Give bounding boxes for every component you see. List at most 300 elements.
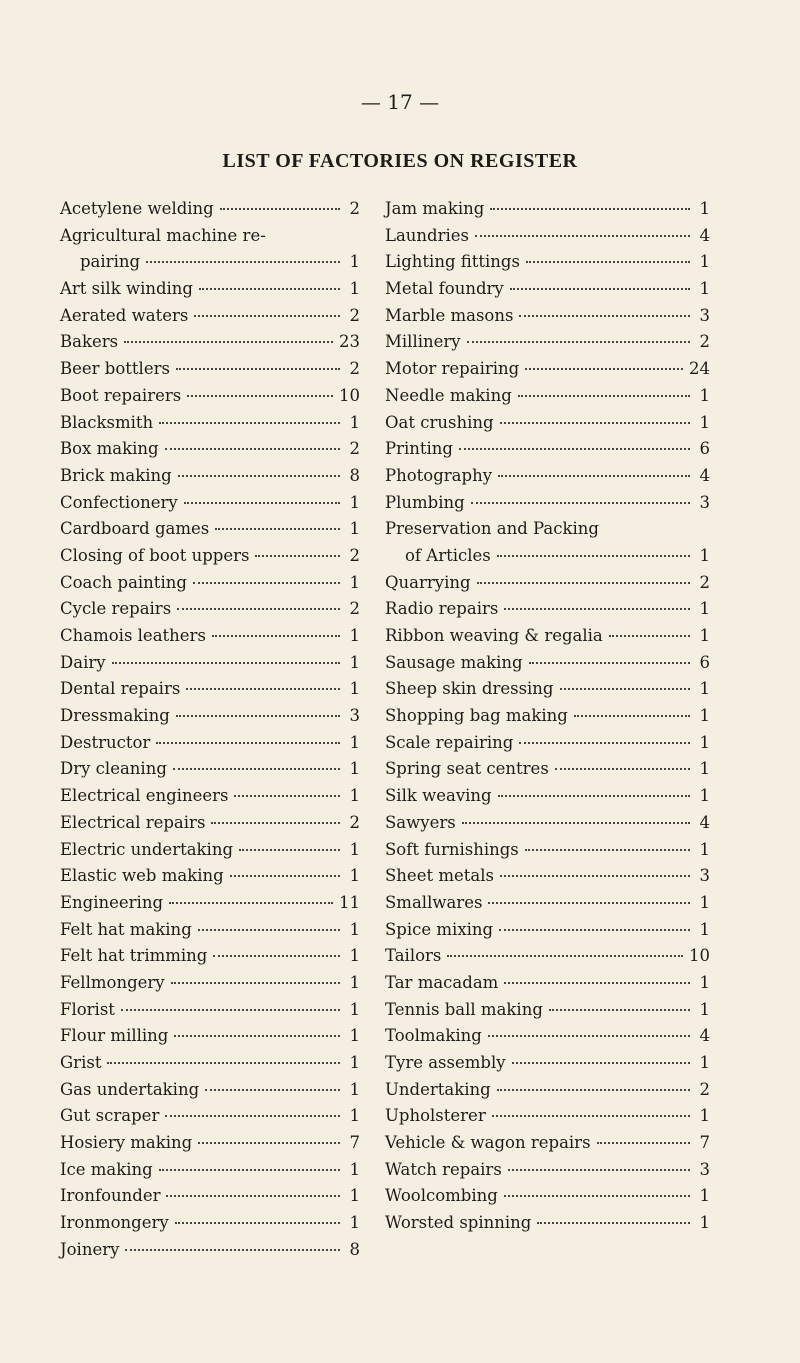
factory-list-item	[60, 730, 360, 757]
factory-type: Hosiery making	[60, 1133, 193, 1153]
dot-leader	[112, 662, 340, 664]
factory-count: 2	[349, 305, 360, 325]
factory-list-item	[60, 650, 360, 677]
dot-leader	[213, 955, 340, 957]
factory-list-item	[60, 1103, 360, 1130]
dot-leader	[165, 448, 340, 450]
factory-type: Destructor	[60, 732, 151, 752]
factory-list-item	[385, 516, 710, 543]
factory-type: Acetylene welding	[60, 199, 214, 218]
factory-type: Dressmaking	[60, 706, 170, 726]
factory-count: 2	[699, 1079, 710, 1099]
dot-leader	[156, 742, 340, 744]
factory-count: 1	[349, 1106, 360, 1126]
factory-type: Vehicle & wagon repairs	[385, 1133, 591, 1153]
dot-leader	[504, 1195, 690, 1197]
factory-list-item	[60, 917, 360, 944]
dot-leader	[187, 395, 333, 397]
factory-type: Ribbon weaving & regalia	[385, 626, 603, 645]
factory-count: 1	[699, 892, 710, 912]
dot-leader	[488, 902, 690, 904]
factory-type: Flour milling	[60, 1026, 169, 1046]
dot-leader	[597, 1142, 690, 1144]
factory-type: Cycle repairs	[60, 599, 172, 619]
dot-leader	[166, 1195, 340, 1197]
factory-list-item	[60, 516, 360, 543]
factory-type: Electrical engineers	[60, 786, 229, 806]
factory-list-item	[385, 223, 710, 250]
factory-type: Preservation and Packing	[385, 519, 599, 539]
factory-list-item	[60, 810, 360, 837]
factory-list-item	[385, 623, 710, 650]
dot-leader	[174, 1035, 340, 1037]
dot-leader	[560, 688, 691, 690]
factory-count: 2	[349, 812, 360, 832]
factory-count: 2	[349, 199, 360, 218]
factory-count: 2	[699, 332, 710, 352]
factory-type: Bakers	[60, 332, 119, 352]
factory-type: Tennis ball making	[385, 999, 543, 1019]
factory-type: Confectionery	[60, 492, 178, 512]
dot-leader	[107, 1062, 340, 1064]
dot-leader	[499, 929, 690, 931]
factory-list-item	[60, 1023, 360, 1050]
factory-list-item	[60, 1210, 360, 1237]
dot-leader	[171, 982, 340, 984]
factory-list-item	[385, 570, 710, 597]
factory-list-item	[60, 837, 360, 864]
factory-type: Oat crushing	[385, 412, 494, 432]
dot-leader	[504, 608, 690, 610]
factory-type: Woolcombing	[385, 1186, 498, 1206]
dot-leader	[475, 235, 690, 237]
factory-list-item	[385, 1103, 710, 1130]
factory-count: 6	[699, 439, 710, 459]
factory-list-item	[60, 329, 360, 356]
dot-leader	[199, 288, 340, 290]
dot-leader	[173, 768, 340, 770]
factory-type: Dairy	[60, 652, 106, 672]
factory-list-item	[60, 623, 360, 650]
factory-type: Chamois leathers	[60, 626, 206, 645]
dot-leader	[159, 1169, 340, 1171]
factory-list-item	[385, 463, 710, 490]
factory-list-item	[385, 329, 710, 356]
factory-list-item	[385, 249, 710, 276]
factory-count: 7	[349, 1133, 360, 1153]
dot-leader	[498, 795, 690, 797]
factory-count: 4	[699, 812, 710, 832]
dot-leader	[169, 902, 333, 904]
factory-list-left-column	[60, 196, 360, 1264]
factory-type: Coach painting	[60, 572, 187, 592]
factory-type: Grist	[60, 1053, 102, 1072]
factory-list-item	[60, 303, 360, 330]
factory-type: Beer bottlers	[60, 359, 170, 379]
factory-list-item	[60, 970, 360, 997]
factory-count: 1	[349, 1026, 360, 1046]
factory-list-item	[60, 570, 360, 597]
dot-leader	[549, 1009, 690, 1011]
factory-type: Elastic web making	[60, 866, 224, 886]
factory-list-item	[385, 1183, 710, 1210]
factory-type: Joinery	[60, 1239, 120, 1259]
dot-leader	[555, 768, 690, 770]
factory-type: Boot repairers	[60, 385, 182, 405]
factory-type: Needle making	[385, 385, 512, 405]
factory-type: Millinery	[385, 332, 461, 352]
dot-leader	[177, 608, 340, 610]
factory-count: 1	[699, 786, 710, 806]
dot-leader	[500, 875, 690, 877]
factory-type: Watch repairs	[385, 1159, 502, 1179]
factory-list-item	[60, 863, 360, 890]
dot-leader	[498, 475, 690, 477]
factory-count: 2	[349, 439, 360, 459]
factory-count: 1	[699, 679, 710, 699]
factory-list-item	[385, 436, 710, 463]
factory-type: Laundries	[385, 225, 470, 245]
factory-count: 10	[689, 946, 710, 966]
factory-type: Upholsterer	[385, 1106, 486, 1126]
dot-leader	[497, 555, 690, 557]
factory-type: Sheet metals	[385, 866, 494, 886]
dot-leader	[525, 368, 683, 370]
factory-type: Radio repairs	[385, 599, 499, 619]
factory-list-item	[60, 596, 360, 623]
factory-count: 1	[349, 732, 360, 752]
factory-list-item	[385, 1077, 710, 1104]
dot-leader	[220, 208, 340, 210]
factory-type: Aerated waters	[60, 305, 189, 325]
factory-count: 1	[349, 866, 360, 886]
factory-count: 1	[349, 1159, 360, 1179]
dot-leader	[462, 822, 690, 824]
factory-count: 1	[349, 946, 360, 966]
dot-leader	[525, 849, 690, 851]
dot-leader	[230, 875, 340, 877]
factory-count: 1	[699, 626, 710, 645]
page-title: LIST OF FACTORIES ON REGISTER	[222, 150, 578, 172]
factory-count: 3	[699, 866, 710, 886]
dot-leader	[519, 742, 690, 744]
factory-list-item	[60, 410, 360, 437]
dot-leader	[488, 1035, 690, 1037]
factory-count: 1	[349, 972, 360, 992]
factory-list-item	[385, 356, 710, 383]
factory-list-item	[385, 1130, 710, 1157]
factory-type: Electric undertaking	[60, 839, 234, 859]
factory-type: Closing of boot uppers	[60, 545, 250, 565]
factory-type: Tailors	[385, 946, 442, 966]
factory-type: Dental repairs	[60, 679, 181, 699]
factory-count: 1	[349, 759, 360, 779]
dot-leader	[508, 1169, 690, 1171]
factory-type: Marble masons	[385, 305, 514, 325]
factory-list-item	[60, 890, 360, 917]
factory-list-item	[385, 303, 710, 330]
factory-type: Sausage making	[385, 652, 523, 672]
factory-list-item	[385, 863, 710, 890]
factory-type: Jam making	[385, 199, 485, 218]
factory-count: 1	[349, 492, 360, 512]
dot-leader	[477, 582, 690, 584]
factory-list-item	[385, 890, 710, 917]
factory-type: Sawyers	[385, 812, 456, 832]
dot-leader	[512, 1062, 690, 1064]
factory-type: Tar macadam	[385, 972, 499, 992]
factory-type: Tyre assembly	[385, 1053, 506, 1072]
factory-count: 1	[699, 1106, 710, 1126]
factory-count: 1	[349, 626, 360, 645]
dot-leader	[124, 341, 333, 343]
factory-count: 11	[339, 892, 360, 912]
factory-count: 1	[349, 786, 360, 806]
factory-count: 1	[699, 999, 710, 1019]
factory-count: 3	[699, 1159, 710, 1179]
factory-type: Spring seat centres	[385, 759, 549, 779]
factory-list-item	[385, 943, 710, 970]
factory-type: Blacksmith	[60, 412, 154, 432]
factory-type: pairing	[80, 252, 141, 272]
factory-count: 2	[349, 545, 360, 565]
dot-leader	[175, 1222, 340, 1224]
factory-list-item	[60, 1237, 360, 1264]
factory-list-item	[385, 917, 710, 944]
factory-count: 1	[699, 279, 710, 299]
factory-count: 1	[349, 999, 360, 1019]
factory-list-item	[385, 837, 710, 864]
factory-count: 1	[699, 385, 710, 405]
factory-type: Photography	[385, 465, 493, 485]
dot-leader	[198, 929, 340, 931]
factory-count: 1	[349, 1079, 360, 1099]
factory-type: Smallwares	[385, 892, 483, 912]
dot-leader	[490, 208, 690, 210]
factory-count: 4	[699, 1026, 710, 1046]
factory-count: 3	[699, 305, 710, 325]
factory-count: 1	[349, 919, 360, 939]
factory-list-item	[385, 490, 710, 517]
factory-type: Florist	[60, 999, 115, 1019]
dot-leader	[198, 1142, 340, 1144]
factory-list-item	[60, 223, 360, 250]
factory-list-item	[385, 997, 710, 1024]
factory-count: 1	[699, 1053, 710, 1072]
factory-type: Cardboard games	[60, 519, 210, 539]
factory-list-item	[60, 249, 360, 276]
dot-leader	[526, 261, 690, 263]
dot-leader	[234, 795, 340, 797]
factory-type: Spice mixing	[385, 919, 494, 939]
factory-type: Felt hat making	[60, 919, 192, 939]
factory-type: Fellmongery	[60, 972, 165, 992]
dot-leader	[121, 1009, 340, 1011]
factory-list-item	[60, 196, 360, 223]
factory-count: 2	[349, 599, 360, 619]
factory-count: 1	[699, 706, 710, 726]
dot-leader	[194, 315, 340, 317]
factory-type: Gas undertaking	[60, 1079, 200, 1099]
dot-leader	[212, 635, 340, 637]
factory-type: Gut scraper	[60, 1106, 160, 1126]
dot-leader	[184, 502, 340, 504]
factory-type: Shopping bag making	[385, 706, 568, 726]
factory-type: Ironmongery	[60, 1213, 169, 1233]
factory-list-item	[385, 410, 710, 437]
factory-type: Toolmaking	[385, 1026, 482, 1046]
factory-count: 10	[339, 385, 360, 405]
factory-count: 4	[699, 225, 710, 245]
factory-count: 1	[349, 679, 360, 699]
dot-leader	[176, 368, 340, 370]
dot-leader	[609, 635, 690, 637]
factory-list-item	[385, 383, 710, 410]
factory-type: Quarrying	[385, 572, 471, 592]
factory-count: 1	[699, 252, 710, 272]
dot-leader	[159, 422, 340, 424]
factory-list-right-column	[385, 196, 710, 1237]
dot-leader	[518, 395, 690, 397]
dot-leader	[492, 1115, 690, 1117]
dot-leader	[497, 1089, 690, 1091]
dot-leader	[529, 662, 690, 664]
factory-list-item	[385, 1023, 710, 1050]
factory-type: Ice making	[60, 1159, 153, 1179]
factory-type: Undertaking	[385, 1079, 491, 1099]
dot-leader	[510, 288, 690, 290]
factory-type: of Articles	[405, 545, 491, 565]
factory-count: 23	[339, 332, 360, 352]
dot-leader	[504, 982, 690, 984]
factory-list-item	[60, 1157, 360, 1184]
factory-count: 8	[349, 465, 360, 485]
factory-type: Ironfounder	[60, 1186, 161, 1206]
factory-count: 8	[349, 1239, 360, 1259]
factory-list-item	[385, 970, 710, 997]
dot-leader	[215, 528, 340, 530]
factory-type: Soft furnishings	[385, 839, 519, 859]
factory-count: 1	[349, 1186, 360, 1206]
factory-list-item	[385, 756, 710, 783]
dot-leader	[447, 955, 683, 957]
factory-type: Felt hat trimming	[60, 946, 208, 966]
factory-count: 1	[349, 652, 360, 672]
factory-list-item	[60, 997, 360, 1024]
factory-type: Lighting fittings	[385, 252, 520, 272]
dot-leader	[211, 822, 340, 824]
page-number: — 17 —	[360, 90, 440, 114]
factory-count: 1	[349, 572, 360, 592]
factory-list-item	[60, 1130, 360, 1157]
dot-leader	[574, 715, 690, 717]
factory-count: 4	[699, 465, 710, 485]
factory-list-item	[60, 943, 360, 970]
factory-type: Silk weaving	[385, 786, 492, 806]
factory-list-item	[60, 756, 360, 783]
factory-type: Metal foundry	[385, 279, 504, 299]
factory-count: 6	[699, 652, 710, 672]
factory-list-item	[385, 1157, 710, 1184]
factory-type: Box making	[60, 439, 159, 459]
dot-leader	[186, 688, 340, 690]
factory-list-item	[385, 703, 710, 730]
factory-type: Electrical repairs	[60, 812, 206, 832]
factory-count: 1	[699, 412, 710, 432]
dot-leader	[165, 1115, 340, 1117]
factory-type: Dry cleaning	[60, 759, 167, 779]
factory-list-item	[385, 1210, 710, 1237]
factory-list-item	[60, 490, 360, 517]
dot-leader	[125, 1249, 340, 1251]
factory-list-item	[60, 1050, 360, 1077]
factory-count: 1	[699, 732, 710, 752]
factory-count: 1	[349, 412, 360, 432]
factory-list-item	[385, 543, 710, 570]
factory-count: 1	[349, 279, 360, 299]
dot-leader	[239, 849, 340, 851]
dot-leader	[146, 261, 340, 263]
factory-list-item	[60, 543, 360, 570]
factory-count: 1	[349, 1053, 360, 1072]
factory-list-item	[60, 676, 360, 703]
dot-leader	[205, 1089, 340, 1091]
factory-count: 24	[689, 359, 710, 379]
factory-type: Worsted spinning	[385, 1213, 532, 1233]
factory-list-item	[385, 676, 710, 703]
factory-count: 3	[349, 706, 360, 726]
factory-type: Scale repairing	[385, 732, 514, 752]
factory-list-item	[385, 596, 710, 623]
dot-leader	[471, 502, 690, 504]
factory-count: 1	[699, 1213, 710, 1233]
factory-list-item	[385, 650, 710, 677]
dot-leader	[193, 582, 340, 584]
factory-count: 1	[349, 519, 360, 539]
dot-leader	[467, 341, 690, 343]
dot-leader	[255, 555, 340, 557]
factory-type: Art silk winding	[60, 279, 193, 299]
factory-count: 1	[349, 839, 360, 859]
factory-count: 1	[699, 199, 710, 218]
factory-count: 1	[349, 1213, 360, 1233]
factory-list-item	[60, 356, 360, 383]
factory-type: Agricultural machine re-	[60, 225, 266, 245]
dot-leader	[176, 715, 340, 717]
factory-list-item	[385, 1050, 710, 1077]
factory-list-item	[60, 1183, 360, 1210]
factory-count: 1	[699, 599, 710, 619]
factory-list-item	[60, 463, 360, 490]
dot-leader	[537, 1222, 690, 1224]
factory-list-item	[385, 730, 710, 757]
dot-leader	[459, 448, 690, 450]
factory-type: Sheep skin dressing	[385, 679, 554, 699]
factory-type: Engineering	[60, 892, 164, 912]
factory-count: 1	[699, 839, 710, 859]
factory-list-item	[385, 783, 710, 810]
factory-count: 1	[699, 759, 710, 779]
factory-list-item	[60, 783, 360, 810]
factory-list-item	[60, 383, 360, 410]
factory-count: 7	[699, 1133, 710, 1153]
factory-count: 1	[699, 919, 710, 939]
dot-leader	[500, 422, 690, 424]
factory-type: Printing	[385, 439, 453, 459]
factory-list-item	[60, 436, 360, 463]
factory-count: 2	[349, 359, 360, 379]
dot-leader	[178, 475, 340, 477]
